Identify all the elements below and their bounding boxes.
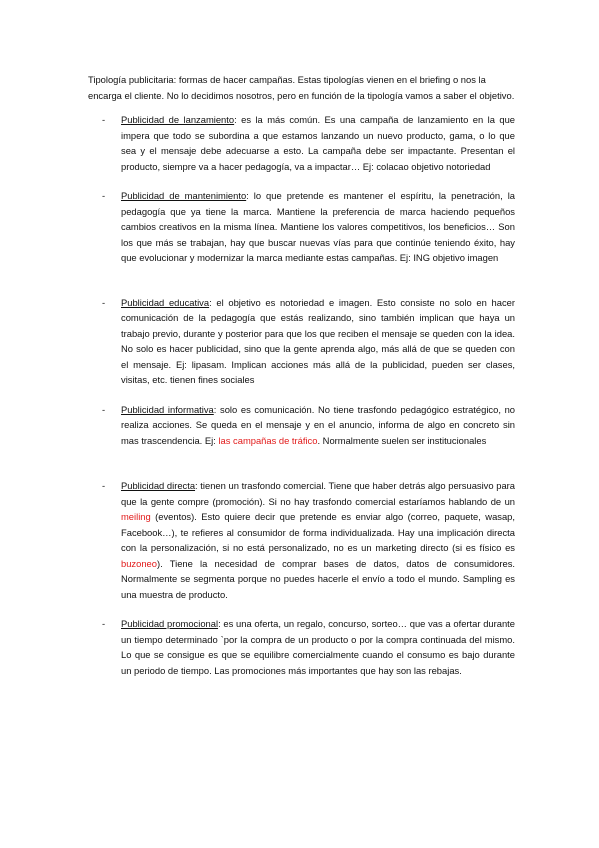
list-item-promocional bbox=[88, 616, 515, 678]
description-educativa: : el objetivo es notoriedad e imagen. Esto consiste no solo en hacer comunicación de la pedagogía que estás realizando, sino también implican que haya un trabajo previo, durante y posterior para que los que reciben el mensaje se queden con la idea. No solo es hacer publicidad, sino que la gente aprenda algo, más allá de que se queden con el mensaje. Ej: lipasam. Implican acciones más allá de la publicidad, pueden ser clases, visitas, etc. tienen fines sociales bbox=[121, 296, 516, 386]
term-directa: Publicidad directa bbox=[121, 480, 196, 492]
description-informativa-b: . Normalmente suelen ser institucionales bbox=[317, 434, 487, 446]
list-item-directa bbox=[88, 478, 515, 602]
description-lanzamiento: : es la más común. Es una campaña de lanzamiento en la que impera que todo se subordina a que estamos lanzando un nuevo producto, gama, o lo que sea y el mensaje debe adecuarse a esto. La campaña debe ser impactante. Presentan el producto, siempre va a hacer pedagogía, va a impactar… Ej: colacao objetivo notoriedad bbox=[121, 114, 516, 172]
list-item-mantenimiento bbox=[88, 188, 515, 266]
bullet-dash: - bbox=[102, 296, 106, 308]
term-informativa: Publicidad informativa bbox=[121, 403, 214, 415]
term-lanzamiento: Publicidad de lanzamiento bbox=[121, 114, 235, 126]
term-educativa: Publicidad educativa bbox=[121, 296, 210, 308]
document-page bbox=[88, 72, 515, 678]
description-directa-b: (eventos). Esto quiere decir que pretende es enviar algo (correo, paquete, wasap, Facebook…), te refieres al consumidor de forma individualizada. Hay una implicación directa con la personalización, si no está personalizado, no es un marketing directo (si es físico es bbox=[121, 511, 515, 554]
bullet-dash: - bbox=[102, 480, 106, 492]
intro-paragraph: Tipología publicitaria: formas de hacer campañas. Estas tipologías vienen en el briefing o nos la encarga el cliente. No lo decidimos nosotros, pero en función de la tipología vamos a saber el objetivo. bbox=[88, 74, 515, 101]
description-directa-c: ). Tiene la necesidad de comprar bases de datos, datos de consumidores. Normalmente se segmenta porque no puedes hacerle el envío a todo el mundo. Sampling es una muestra de producto. bbox=[121, 557, 515, 600]
bullet-dash: - bbox=[102, 190, 106, 202]
bullet-dash: - bbox=[102, 114, 106, 126]
term-promocional: Publicidad promocional bbox=[121, 618, 219, 630]
highlight-buzoneo: buzoneo bbox=[121, 557, 157, 569]
description-directa-a: : tienen un trasfondo comercial. Tiene que haber detrás algo persuasivo para que la gente compre (promoción). Si no hay trasfondo comercial estaríamos hablando de un bbox=[121, 480, 515, 507]
description-promocional: : es una oferta, un regalo, concurso, sorteo… que vas a ofertar durante un tiempo determinado `por la compra de un producto o por la compra continuada del mismo. Lo que se consigue es que se equilibre comercialmente cuando el consumo es bajo durante un periodo de tiempo. Las promociones más importantes que hay son las rebajas. bbox=[121, 618, 515, 676]
term-mantenimiento: Publicidad de mantenimiento bbox=[121, 190, 247, 202]
description-informativa-a: : solo es comunicación. No tiene trasfondo pedagógico estratégico, no realiza acciones. Se queda en el mensaje y en el anuncio, informa de algo en concreto sin mas trascendencia. Ej: bbox=[121, 403, 515, 446]
highlight-meiling: meiling bbox=[121, 511, 151, 523]
bullet-dash: - bbox=[102, 618, 106, 630]
list-item-informativa bbox=[88, 402, 515, 449]
description-mantenimiento: : lo que pretende es mantener el espíritu, la penetración, la pedagogía que ya tiene la marca. Mantiene la preferencia de marca haciendo pequeños cambios creativos en la misma línea. Mantiene los valores competitivos, los beneficios… Son los que más se trabajan, hay que buscar nuevas vías para que continúe teniendo éxito, hay que evolucionar y modernizar la marca mediante estas campañas. Ej: ING objetivo imagen bbox=[121, 190, 515, 264]
highlight-campanas-trafico: las campañas de tráfico bbox=[218, 434, 318, 446]
bullet-dash: - bbox=[102, 403, 106, 415]
list-item-educativa bbox=[88, 295, 515, 388]
list-item-lanzamiento bbox=[88, 112, 515, 174]
